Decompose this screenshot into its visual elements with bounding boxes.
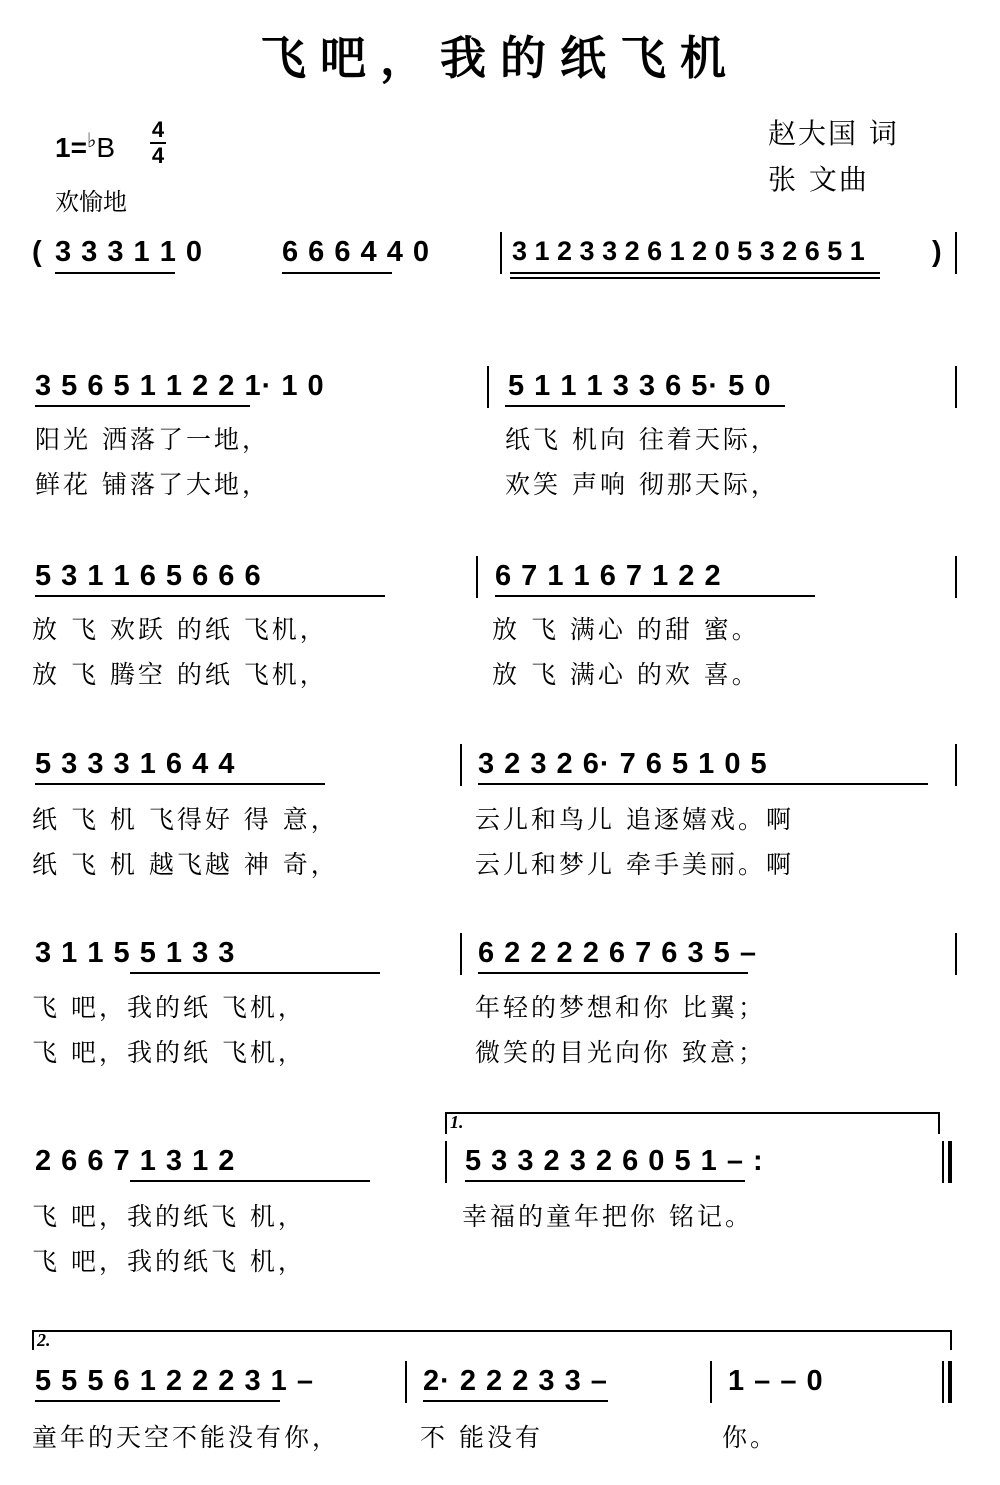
volta-label-2: 2. [37,1330,51,1350]
line5-lyric2-a: 飞 吧，我的纸飞 机， [32,1247,306,1276]
barline [460,744,462,786]
line6-notes-a: 5 5 5 6 1 2 2 2 3 1 – [35,1365,314,1397]
line6-lyric-c: 你。 [722,1423,779,1452]
line2-notes-b: 6 7 1 1 6 7 1 2 2 [495,560,722,592]
composer-credit: 张 文曲 [768,163,869,196]
line4-lyric2-b: 微笑的目光向你 致意； [475,1038,766,1067]
underline [130,972,380,974]
intro-open-paren: ( [32,236,43,268]
barline [710,1361,712,1403]
barline [955,933,957,975]
repeat-barline-thick [948,1141,952,1183]
line3-lyric2-b: 云儿和梦儿 牵手美丽。啊 [475,850,794,879]
underline [510,277,880,279]
meter-bottom: 4 [151,143,165,168]
underline [55,272,175,274]
underline [505,405,785,407]
line4-lyric1-b: 年轻的梦想和你 比翼； [475,993,766,1022]
line5-notes-a: 2 6 6 7 1 3 1 2 [35,1145,236,1177]
final-barline-thin [942,1361,944,1403]
line6-lyric-b: 不 能没有 [420,1423,543,1452]
line2-lyric1-b: 放 飞 满心 的甜 蜜。 [492,615,760,644]
barline [460,933,462,975]
underline [35,1400,280,1402]
volta-bracket-2 [32,1330,952,1332]
underline [35,783,325,785]
tempo-mark: 欢愉地 [55,189,127,216]
line6-lyric-a: 童年的天空不能没有你， [32,1423,341,1452]
underline [282,272,392,274]
flat-sign: ♭ [86,130,97,152]
intro-measure-3: 3 1 2 3 3 2 6 1 2 0 5 3 2 6 5 1 [512,236,865,266]
underline [35,595,385,597]
key-signature [55,128,115,164]
key-note: B [96,132,116,163]
line6-notes-c: 1 – – 0 [728,1365,824,1397]
line6-notes-b: 2· 2 2 2 3 3 – [423,1365,608,1397]
line1-notes-b: 5 1 1 1 3 3 6 5· 5 0 [508,370,772,402]
barline [445,1141,447,1183]
line3-notes-b: 3 2 3 2 6· 7 6 5 1 0 5 [478,748,768,780]
line4-notes-b: 6 2 2 2 2 6 7 6 3 5 – [478,937,757,969]
line3-lyric1-b: 云儿和鸟儿 追逐嬉戏。啊 [475,805,794,834]
volta-left-edge [32,1330,34,1350]
line1-lyric1-b: 纸飞 机向 往着天际， [505,425,779,454]
barline [955,556,957,598]
barline [500,232,502,274]
line4-lyric2-a: 飞 吧，我的纸 飞机， [32,1038,306,1067]
line4-lyric1-a: 飞 吧，我的纸 飞机， [32,993,306,1022]
barline [955,366,957,408]
underline [510,272,880,274]
line5-lyric1-a: 飞 吧，我的纸飞 机， [32,1202,306,1231]
barline [955,232,957,274]
line2-notes-a: 5 3 1 1 6 5 6 6 6 [35,560,262,592]
key-prefix: 1= [55,132,87,163]
meter-top: 4 [151,117,165,142]
barline [487,366,489,408]
line1-lyric2-b: 欢笑 声响 彻那天际， [505,470,779,499]
barline [955,744,957,786]
volta-bracket-1 [445,1112,940,1114]
intro-measure-2: 6 6 6 4 4 0 [282,236,431,268]
barline [476,556,478,598]
volta-right-edge [950,1330,952,1350]
underline [423,1400,608,1402]
underline [35,405,250,407]
line4-notes-a: 3 1 1 5 5 1 3 3 [35,937,236,969]
time-signature [148,118,168,168]
line2-lyric1-a: 放 飞 欢跃 的纸 飞机， [32,615,328,644]
repeat-barline-thin [942,1141,944,1183]
volta-label-1: 1. [450,1112,464,1132]
line5-notes-b: 5 3 3 2 3 2 6 0 5 1 – : [465,1145,764,1177]
barline [405,1361,407,1403]
line1-lyric1-a: 阳光 洒落了一地， [35,425,270,454]
underline [465,1180,745,1182]
final-barline-thick [948,1361,952,1403]
line3-notes-a: 5 3 3 3 1 6 4 4 [35,748,236,780]
song-title: 飞吧，我的纸飞机 [260,31,740,85]
volta-right-edge [938,1112,940,1134]
line5-lyric1-b: 幸福的童年把你 铭记。 [462,1202,753,1231]
line1-notes-a: 3 5 6 5 1 1 2 2 1· 1 0 [35,370,325,402]
underline [130,1180,370,1182]
underline [478,972,748,974]
line3-lyric1-a: 纸 飞 机 飞得好 得 意， [32,805,339,834]
underline [495,595,815,597]
intro-close-paren: ) [932,236,943,268]
line1-lyric2-a: 鲜花 铺落了大地， [35,470,270,499]
line2-lyric2-a: 放 飞 腾空 的纸 飞机， [32,660,328,689]
intro-measure-1: 3 3 3 1 1 0 [55,236,204,268]
lyricist-credit: 赵大国 词 [768,117,899,150]
underline [478,783,928,785]
line3-lyric2-a: 纸 飞 机 越飞越 神 奇， [32,850,339,879]
volta-left-edge [445,1112,447,1134]
line2-lyric2-b: 放 飞 满心 的欢 喜。 [492,660,760,689]
